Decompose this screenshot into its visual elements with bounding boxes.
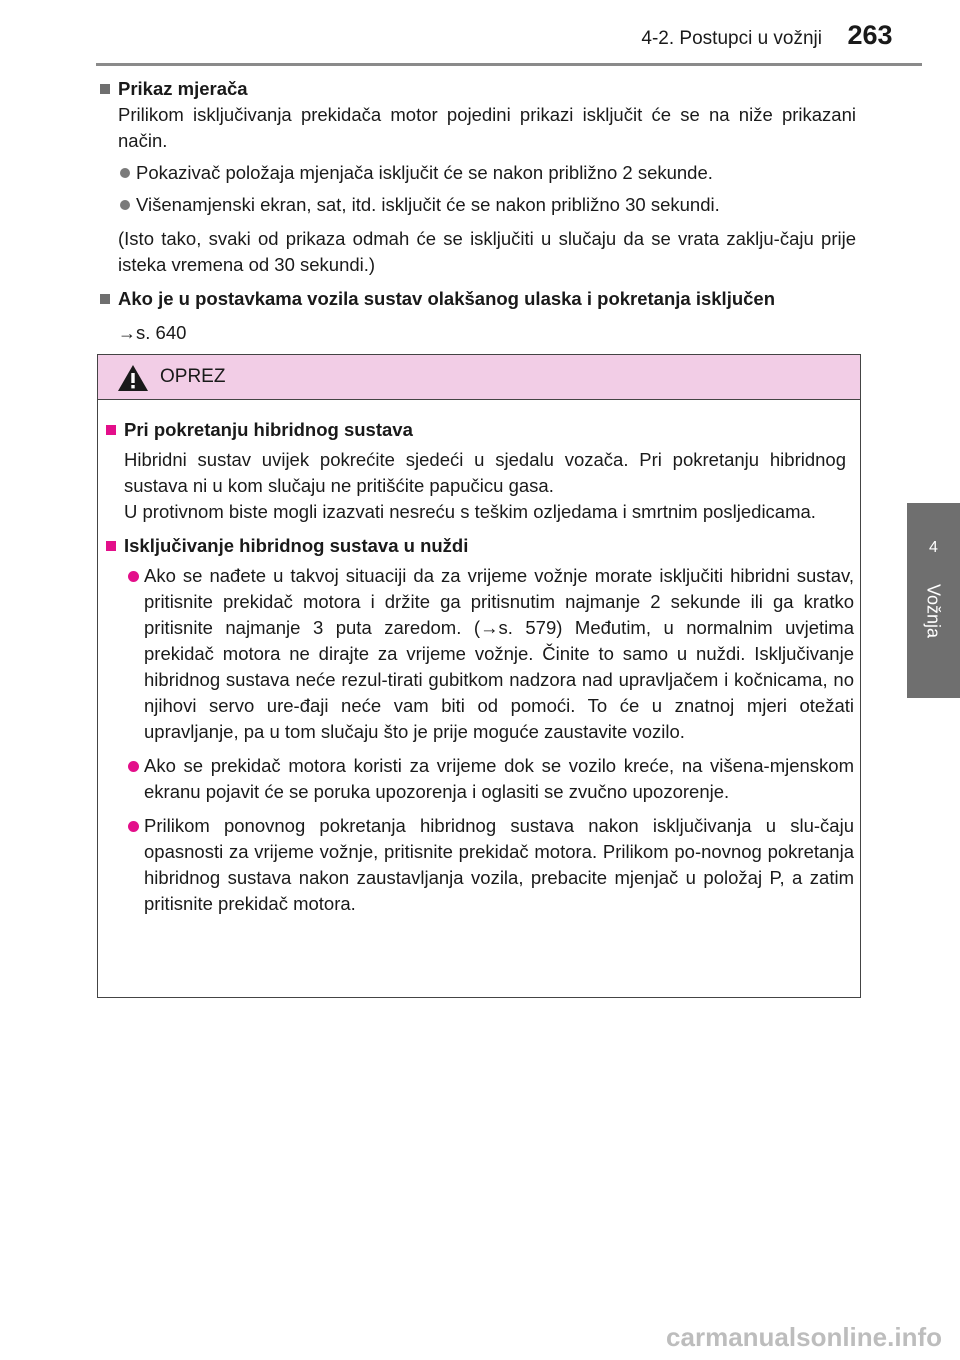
chapter-label: Vožnja bbox=[923, 583, 944, 639]
caution-title: OPREZ bbox=[160, 366, 226, 387]
list-item: Višenamjenski ekran, sat, itd. isključit će se nakon približno 30 sekundi. bbox=[100, 192, 856, 218]
main-content bbox=[100, 76, 856, 346]
round-bullet-icon bbox=[128, 761, 139, 772]
chapter-number: 4 bbox=[929, 539, 938, 556]
list-item: Pokazivač položaja mjenjača isključit će se nakon približno 2 sekunde. bbox=[100, 160, 856, 186]
arrow-right-icon: → bbox=[118, 323, 136, 343]
caution-heading: Pri pokretanju hibridnog sustava bbox=[106, 417, 854, 443]
list-item: Ako se nađete u takvoj situaciji da za vrijeme vožnje morate isključiti hibridni sustav, pritisnite prekidač motora i držite ga pritisnutim najmanje 2 sekunde ili ga kratko pritisnite najmanje 3 puta zaredom. (→s. 579) Međutim, u normalnim uvjetima prekidač motora ne dirajte za vrijeme vožnje. Činite to samo u nuždi. Isključivanje hibridnog sustava neće rezul-tirati gubitkom nadzora nad upravljačem i kočnicama, no njihovi servo ure-đaji neće vam biti od pomoći. To će u znatnoj mjeri otežati upravljanje, pa u tom slučaju što je prije moguće zaustavite vozilo. bbox=[106, 563, 854, 745]
caution-body bbox=[106, 417, 854, 917]
section-heading: Ako je u postavkama vozila sustav olakšanog ulaska i pokretanja isključen bbox=[100, 286, 856, 312]
caution-box bbox=[97, 354, 861, 998]
section-title: 4-2. Postupci u vožnji bbox=[641, 28, 822, 49]
paragraph: U protivnom biste mogli izazvati nesreću s teškim ozljedama i smrtnim posljedicama. bbox=[124, 501, 816, 522]
round-bullet-icon bbox=[128, 571, 139, 582]
caution-heading: Isključivanje hibridnog sustava u nuždi bbox=[106, 533, 854, 559]
section-heading: Prikaz mjerača bbox=[100, 76, 856, 102]
page-reference[interactable]: →s. 640 bbox=[118, 322, 187, 343]
watermark: carmanualsonline.info bbox=[666, 1322, 942, 1352]
round-bullet-icon bbox=[128, 821, 139, 832]
square-bullet-icon bbox=[100, 294, 110, 304]
list-item: Prilikom ponovnog pokretanja hibridnog sustava nakon isključivanja u slu-čaju opasnosti za vrijeme vožnje, pritisnite prekidač motora. Prilikom po-novnog pokretanja hibridnog sustava nakon zaustavljanja vozila, prebacite mjenjač u položaj P, a zatim pritisnite prekidač motora. bbox=[106, 813, 854, 917]
list-item: Ako se prekidač motora koristi za vrijeme dok se vozilo kreće, na višena-mjenskom ekranu pojavit će se poruka upozorenja i oglasiti se zvučno upozorenje. bbox=[106, 753, 854, 805]
caution-header bbox=[98, 355, 860, 400]
page-number: 263 bbox=[847, 20, 893, 50]
paragraph: Hibridni sustav uvijek pokrećite sjedeći u sjedalu vozača. Pri pokretanju hibridnog sustava ni u kom slučaju ne pritišćite papučicu gasa. bbox=[124, 449, 846, 496]
square-bullet-icon bbox=[100, 84, 110, 94]
warning-triangle-icon bbox=[117, 364, 149, 392]
note-paragraph: (Isto tako, svaki od prikaza odmah će se isključiti u slučaju da se vrata zaklju-čaju prije isteka vremena od 30 sekundi.) bbox=[118, 228, 856, 275]
round-bullet-icon bbox=[120, 200, 130, 210]
round-bullet-icon bbox=[120, 168, 130, 178]
chapter-tab bbox=[907, 503, 960, 698]
header-divider bbox=[96, 63, 922, 66]
square-bullet-icon bbox=[106, 425, 116, 435]
square-bullet-icon bbox=[106, 541, 116, 551]
paragraph: Prilikom isključivanja prekidača motor pojedini prikazi isključit će se na niže prikazani način. bbox=[118, 104, 856, 151]
